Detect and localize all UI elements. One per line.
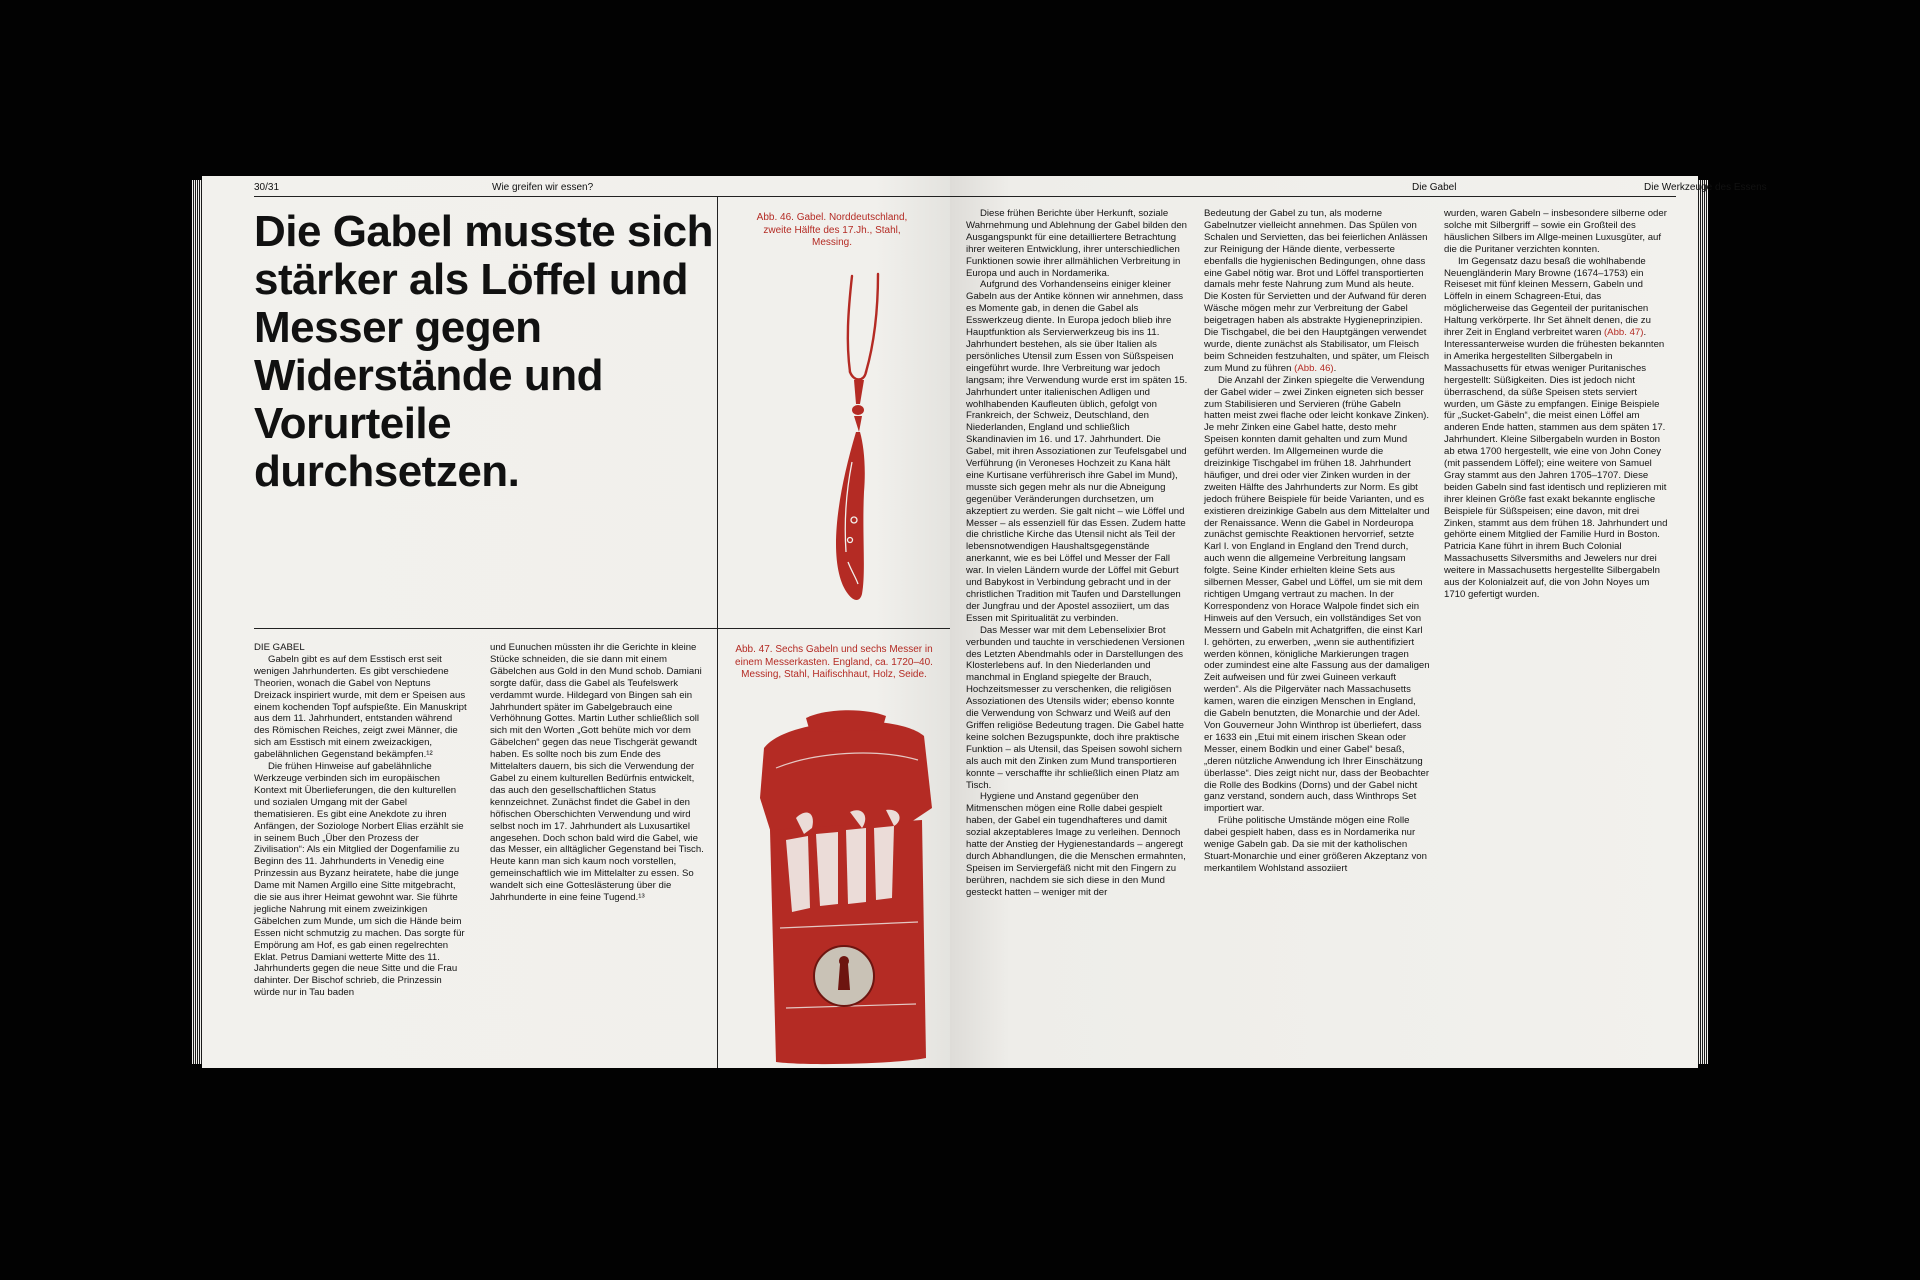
left-page [202,176,950,1068]
paragraph: Die Anzahl der Zinken spiegelte die Verwendung der Gabel wider – zwei Zinken eigneten sich besser zum Stabilisieren und Servieren (frühe Gabeln hatten meist zwei flache oder leicht konkave Zinken). Je mehr Zinken eine Gabel hatte, desto mehr Speisen konnten damit gehalten und zum Mund geführt werden. Im Allgemeinen wurde die dreizinkige Tischgabel im frühen 18. Jahrhundert häufiger, und drei oder vier Zinken wurden in der zweiten Hälfte des Jahrhunderts zur Norm. Es gibt jedoch frühere Beispiele für beide Varianten, und es existieren dreizinkige Gabeln aus dem Mittelalter und der Renaissance. Wenn die Gabel in Nordeuropa zunächst gemischte Reaktionen hervorrief, setzte Karl I. von England in England den Trend durch, auch wenn die allgemeine Verbreitung langsam folgte. Seine Kinder erhielten kleine Sets aus silbernen Messer, Gabel und Löffel, um sie mit dem richtigen Umgang vertraut zu machen. In der Korrespondenz von Horace Walpole findet sich ein Hinweis auf den Versuch, ein vollständiges Set von Messern und Gabeln mit Achatgriffen, die einst Karl I. gehörten, zu erwerben, „wenn sie authentifiziert werden können, königliche Markierungen tragen oder zumindest eine alte Fassung aus der damaligen Zeit aufweisen und für zwei Guineen verkauft werden“. Als die Pilgerväter nach Massachusetts kamen, waren die einzigen Menschen in England, die Gabeln benutzten, die Monarchie und der Adel. Von Gouverneur John Winthrop ist überliefert, dass er 1633 ein „Etui mit einem irischen Skean oder Messer, einem Bodkin und einer Gabel“ besaß, „deren nützliche Anwendung ich Ihrer Einschätzung überlasse“. Dies zeigt nicht nur, dass der Beobachter die Rolle des Bodkins (Dorns) und der Gabel nicht ganz verstand, sondern auch, dass Winthrops Set importiert war. [1204,374,1430,815]
paragraph: Die frühen Hinweise auf gabelähnliche Werkzeuge verbinden sich im europäischen Kontext mit Überlieferungen, die den kulturellen und sozialen Umgang mit der Gabel thematisieren. Es gibt eine Anekdote zu ihren Anfängen, der Soziologe Norbert Elias erzählt sie in seinem Buch „Über den Prozess der Zivilisation“: Als ein Mitglied der Dogenfamilie zu Beginn des 11. Jahrhunderts in Venedig eine Prinzessin aus Byzanz heiratete, habe die junge Dame mit Namen Argillo eine Sitte mitgebracht, die sie aus ihrer Heimat gewohnt war. Sie führte jegliche Nahrung mit einem zweizinkigen Gäbelchen zum Munde, um sich die Hände beim Essen nicht schmutzig zu machen. Das sorgte für Empörung am Hof, es gab einen regelrechten Eklat. Petrus Damiani wetterte Mitte des 11. Jahrhunderts gegen die neue Sitte und die Frau dahinter. Der Bischof schrieb, die Prinzessin würde nur in Tau baden [254,761,465,999]
page-edges-left [192,180,202,1064]
paragraph: Diese frühen Berichte über Herkunft, soziale Wahrnehmung und Ablehnung der Gabel bilden den Ausgangspunkt für eine detailliertere Betrachtung ihrer weiteren Entwicklung, ihrer unterschiedlichen Funktionen sowie ihrer allmählichen Verbreitung in Europa und auch in Nordamerika. [966,208,1187,279]
figure-reference[interactable]: (Abb. 46) [1294,362,1334,374]
page-title: Die Gabel musste sich stärker als Löffel und Messer gegen Widerstände und Vorurteile durchsetzen. [254,207,714,496]
text-column-1 [254,642,468,999]
paragraph: Hygiene und Anstand gegenüber den Mitmenschen mögen eine Rolle dabei gespielt haben, der Gabel ein tugendhafteres und damit sozial akzeptableres Image zu verleihen. Dennoch hatte der Anstieg der Hygienestandards – angeregt durch Abhandlungen, die die Menschen ermahnten, Speisen im Serviergefäß nicht mit den Fingern zu berühren, nachdem sie sich diese in den Mund gesteckt hatten – weniger mit der [966,791,1186,898]
text-column-5 [1444,208,1668,601]
text-column-4 [1204,208,1430,875]
top-rule-left [254,196,950,197]
paragraph: wurden, waren Gabeln – insbesondere silberne oder solche mit Silbergriff – sowie ein Großteil des häuslichen Silbers im Allge-meinen Luxusgüter, auf die die Puritaner verzichten konnten. [1444,208,1667,255]
paragraph: Das Messer war mit dem Lebenselixier Brot verbunden und tauchte in verschiedenen Versionen des Letzten Abendmahls oder in Darstellungen des Klosterlebens auf. In den Niederlanden und manchmal in England spiegelte der Brauch, Hochzeitsmesser zu verschenken, die religiösen Assoziationen des Utensils wider; ebenso konnte die Verwendung von Schwarz und Weiß auf den Griffen religiöse Bedeutung tragen. Die Gabel hatte keine solchen Bezugspunkte, doch ihre praktische Funktion – als Utensil, das Speisen sowohl sichern als auch mit den Zinken zum Mund transportieren konnte – verschaffte ihr schließlich einen Platz am Tisch. [966,624,1185,791]
paragraph-text: Im Gegensatz dazu besaß die wohlhabende Neuengländerin Mary Browne (1674–1753) ein Reiseset mit fünf kleinen Messern, Gabeln und Löffeln in einem Schagreen-Etui, das möglicherweise das Gegenteil der puritanischen Haltung verkörperte. Ihr Set ähnelt denen, die zu ihrer Zeit in England verbreitet waren [1444,255,1651,339]
paragraph-text: . Interessanterweise wurden die frühesten bekannten in Amerika hergestellten Silbergabeln in Massachusetts für etwas weniger Puritanisches hergestellt: Süßigkeiten. Dies ist jedoch nicht überraschend, da süße Speisen stets serviert wurden, um Gäste zu empfangen. Einige Beispiele für „Sucket-Gabeln“, die meist einen Löffel am anderen Ende hatten, stammen aus dem späten 17. Jahrhundert. Kleine Silbergabeln wurden in Boston ab etwa 1700 hergestellt, wie eine von John Coney (mit passendem Löffel); eine weitere von Samuel Gray stammt aus den Jahren 1705–1707. Diese beiden Gabeln sind fast identisch und replizieren mit ihrer kleinen Größe fast exakt bekannte englische Beispiele für Süßspeisen; eine davon, mit drei Zinken, stammt aus dem frühen 18. Jahrhundert und gehörte einem Mitglied der Familie Hurd in Boston. Patricia Kane führt in ihrem Buch Colonial Massachusetts Silversmiths and Jewelers nur drei weitere in Massachusetts hergestellte Silbergabeln aus der Kolonialzeit auf, die von John Noyes um 1710 gefertigt wurden. [1444,327,1668,600]
right-page [950,176,1767,1068]
paragraph: Aufgrund des Vorhandenseins einiger kleiner Gabeln aus der Antike können wir annehmen, dass es Momente gab, in denen die Gabel als Esswerkzeug diente. In Europa jedoch blieb ihre Hauptfunktion als Servierwerkzeug bis ins 11. Jahrhundert bestehen, als sie über Italien als persönliches Utensil zum Essen von Süßspeisen eingeführt wurde. Ihre Verbreitung war jedoch langsam; ihre Verwendung wurde erst im späten 15. Jahrhundert unter italienischen Adligen und wohlhabenden Kaufleuten üblich, gefolgt von Frankreich, der Schweiz, Deutschland, den Niederlanden, England und schließlich Skandinavien im 16. und 17. Jahrhundert. Die Gabel, mit ihren Assoziationen zur Teufelsgabel und Verführung (in Veroneses Hochzeit zu Kana hält eine Kurtisane verführerisch ihre Gabel im Mund), musste sich gegen mehr als nur die Abneigung gegenüber Veränderungen durchsetzen, um akzeptiert zu werden. Sie galt nicht – wie Löffel und Messer – als essenziell für das Essen. Zudem hatte die christliche Kirche das Utensil nicht als Teil der lebensnotwendigen Haushaltsgegenstände anerkannt, wie es bei Löffel und Messer der Fall war. In vielen Ländern wurde der Löffel mit Geburt und Babykost in Verbindung gebracht und in der christlichen Tradition mit Taufen und Darstellungen der Jungfrau und der Apostel assoziiert, um das Essen mit Spiritualität zu verbinden. [966,279,1188,624]
running-section-right: Die Gabel [1412,182,1457,193]
caption-fig-46: Abb. 46. Gabel. Norddeutschland, zweite Hälfte des 17.Jh., Stahl, Messing. [756,212,908,248]
paragraph [1444,256,1668,601]
caption-fig-47: Abb. 47. Sechs Gabeln und sechs Messer in einem Messerkasten. England, ca. 1720–40. Messing, Stahl, Haifischhaut, Holz, Seide. [735,644,933,680]
knife-case-illustration [746,708,942,1066]
section-heading: DIE GABEL [254,642,305,653]
page-edges-right [1698,180,1708,1064]
text-column-3 [966,208,1188,899]
fork-illustration [774,272,924,612]
running-title-right: Die Werkzeuge des Essens [1644,182,1767,193]
text-column-2 [490,642,704,904]
top-rule-right [950,196,1676,197]
paragraph: Bedeutung der Gabel zu tun, als moderne Gabelnutzer vielleicht annehmen. Das Spülen von Schalen und Servietten, das bei feierlichen Anlässen zur Reinigung der Hände diente, verbesserte ebenfalls die hygienischen Bedingungen, ohne dass eine Gabel nötig war. Brot und Löffel transportierten damals mehr feste Nahrung zum Mund als heute. Die Kosten für Servietten und der Aufwand für deren Wäsche mögen mehr zur Verbreitung der Gabel beigetragen haben als abstrakte Hygieneprinzipien. Die Tischgabel, die bei den Hauptgängen verwendet wurde, diente zunächst als Stabilisator, um Fleisch beim Schneiden festzuhalten, und später, um Fleisch zum Mund zu führen (Abb. 46). [1204,208,1430,374]
paragraph: Gabeln gibt es auf dem Esstisch erst seit wenigen Jahrhunderten. Es gibt verschiedene Theorien, wonach die Gabel von Neptuns Dreizack inspiriert wurde, mit dem er Speisen aus einem kochenden Topf aufspießte. Ein Manuskript aus dem 11. Jahrhundert, entstanden während des Römischen Reiches, zeigt zwei Männer, die sich am Esstisch mit einem zweizackigen, gabelähnlichen Gegenstand bekämpfen.¹² [254,653,467,761]
figure-reference[interactable]: (Abb. 47) [1603,327,1644,339]
column-divider-left [717,196,718,1068]
magazine-spread [202,176,1767,1068]
paragraph: Frühe politische Umstände mögen eine Rolle dabei gespielt haben, dass es in Nordamerika nur wenige Gabeln gab. Da sie mit der katholischen Stuart-Monarchie und einer größeren Akzeptanz von merkantilem Wohlstand assoziiert [1204,815,1427,874]
paragraph: und Eunuchen müssten ihr die Gerichte in kleine Stücke schneiden, die sie dann mit einem Gäbelchen aus Gold in den Mund schob. Damiani sorgte dafür, dass die Gabel als Teufelswerk verdammt wurde. Hildegard von Bingen sah ein Jahrhundert später im Gabelgebrauch eine Verhöhnung Gottes. Martin Luther schließlich soll sich mit den Worten „Gott behüte mich vor dem Gäbelchen“ gegen das neue Tischgerät gewandt haben. Es sollte noch bis zum Ende des Mittelalters dauern, bis sich die Verwendung der Gabel zu einem kulturellen Bedürfnis entwickelt, das auch den gesellschaftlichen Status kennzeichnet. Zunächst findet die Gabel in den höfischen Oberschichten Verwendung und wird selbst noch im 17. Jahrhundert als Luxusartikel angesehen. Doch schon bald wird die Gabel, wie das Messer, ein alltäglicher Gegenstand bei Tisch. Heute kann man sich kaum noch vorstellen, gemeinschaftlich wie im Mittelalter zu essen. So wandelt sich eine Gotteslästerung über die Jahrhunderte in eine feine Tugend.¹³ [490,642,704,904]
paragraph-text: Bedeutung der Gabel zu tun, als moderne Gabelnutzer vielleicht annehmen. Das Spülen von Schalen und Servietten, das bei feierlichen Anlässen zur Reinigung der Hände diente, verbesserte ebenfalls die hygienischen Bedingungen, ohne dass eine Gabel nötig war. Brot und Löffel transportierten damals mehr feste Nahrung zum Mund als heute. Die Kosten für Servietten und der Aufwand für deren Wäsche mögen mehr zur Verbreitung der Gabel beigetragen haben als abstrakte Hygieneprinzipien. Die Tischgabel, die bei den Hauptgängen verwendet wurde, diente zunächst als Stabilisator, um Fleisch beim Schneiden festzuhalten, und später, um Fleisch zum Mund zu führen [1204,208,1430,374]
running-title-left: Wie greifen wir essen? [492,182,594,193]
middle-rule-left [254,628,950,629]
page-number: 30/31 [254,182,280,193]
